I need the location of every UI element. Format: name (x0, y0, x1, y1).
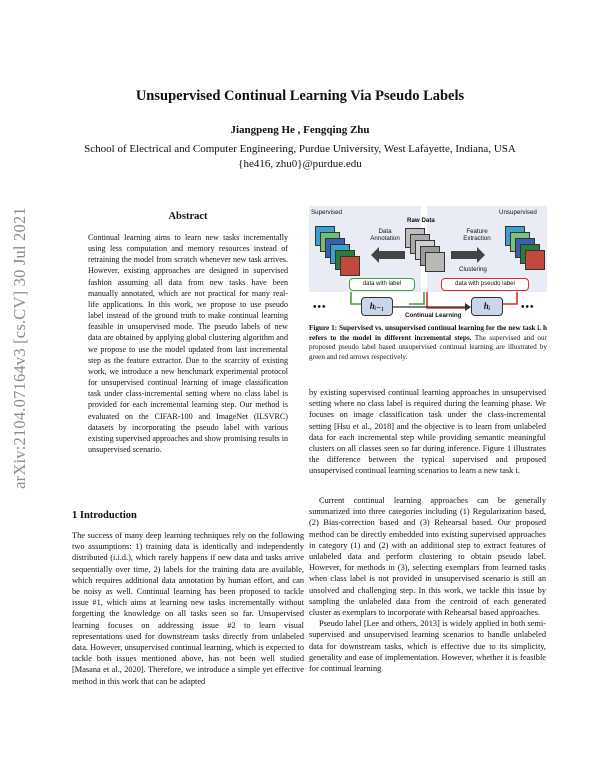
abstract-text: Continual learning aims to learn new tasks incrementally using less computation and memory resources instead of retraining the model from scratch whenever new task arrives. However, existing approaches are designed in supervised fashion assuming all data from new tasks have been manually annotated, which are not practical for many real-life applications. In this work, we propose to use pseudo label instead of the ground truth to make continual learning feasible in unsupervised mode. The pseudo labels of new data are obtained by applying global clustering algorithm and we propose to use the model updated from last incremental step as the feature extractor. Due to the scarcity of existing work, we introduce a new benchmark experimental protocol for unsupervised continual learning of image classification task under class-incremental setting where no class label is provided for each incremental learning step. Our method is evaluated on the CIFAR-100 and ImageNet (ILSVRC) datasets by incorporating the pseudo label with various existing supervised approaches and show promising results in unsupervised scenario. (88, 233, 288, 454)
data-with-pseudo-label-box: data with pseudo label (441, 278, 529, 291)
right-paragraph: by existing supervised continual learning approaches in unsupervised setting where no class label is required during the learning phase. We focuses on image classification task under the class-incremental setting [Hsu et al., 2018] and the objective is to learn from unlabeled data for each incremental step while providing semantic meaningful clusters on all classes seen so far during inference. Figure 1 illustrates the difference between the typical supervised and proposed unsupervised continual learning scenarios to learn a new task i. (309, 388, 546, 476)
figure-caption (309, 324, 547, 362)
supervised-label: Supervised (311, 209, 342, 216)
intro-paragraph: The success of many deep learning techniques rely on the following two assumptions: 1) training data is identically and independently distributed (i.i.d.), which rarely happens if new data and tasks arrive sequentially over time, 2) labels for the training data are available, which requires additional data annotation by human effort, and can be noisy as well. Continual learning has been proposed to tackle issue #1, which aims at learning new tasks incrementally without forgetting the knowledge on all tasks seen so far. Unsupervised learning focuses on addressing issue #2 to learn visual representations used for downstream tasks directly from unlabeled data. However, unsupervised continual learning, which is expected to tackle both issues mentioned above, has not been well studied [Masana et al., 2020]. Therefore, we introduce a simple yet effective method in this work that can be adapted (72, 531, 304, 686)
data-with-label-box: data with label (349, 278, 415, 291)
right-paragraph: Pseudo label [Lee and others, 2013] is widely applied in both semi-supervised and unsupervised learning scenarios to handle unlabeled data for downstream tasks, which is effective due to its simplicity, generality and ease of implementation. However, whether it is feasible for continual learning (309, 619, 546, 674)
right-column-para-2 (309, 495, 546, 674)
continual-learning-label: Continual Learning (405, 312, 462, 319)
data-annotation-label: Data Annotation (370, 228, 400, 242)
dots-left: ••• (313, 302, 327, 313)
dots-right: ••• (521, 302, 535, 313)
paper-authors: Jiangpeng He , Fengqing Zhu (230, 124, 370, 136)
email: {he416, zhu0}@purdue.edu (238, 158, 362, 170)
abstract-heading: Abstract (168, 211, 208, 222)
arxiv-stamp: arXiv:2104.07164v3 [cs.CV] 30 Jul 2021 (10, 207, 29, 489)
right-paragraph: Current continual learning approaches can be generally summarized into three categories including (1) Regularization based, (2) Bias-correction based and (3) Rehearsal based. Our proposed method can be directly embedded into existing supervised approaches in category (1) and (2) with an additional step to extract features of unlabeled data and perform clustering to obtain pseudo label. However, for methods in (3), selecting exemplars from learned tasks when class label is not provided in unsupervised scenario is still an unsolved and challenging step. In this work, we tackle this issue by sampling the unlabeled data from the centroid of each generated cluster as exemplars to incorporate with Rehearsal based approaches. (309, 496, 546, 618)
raw-data-label: Raw Data (407, 217, 435, 224)
unsupervised-label: Unsupervised (499, 209, 537, 216)
feature-extraction-label: Feature Extraction (463, 228, 491, 242)
continual-learning-arrow (393, 303, 471, 311)
right-column-para-1 (309, 387, 546, 477)
model-h-current: hᵢ (471, 297, 503, 316)
caption-bold: Figure 1: Supervised vs. unsupervised continual learning for the new task i. h refers to the model in different incremental steps. (309, 324, 547, 342)
extraction-arrow (451, 247, 485, 263)
clustering-label: Clustering (459, 266, 487, 273)
paper-title: Unsupervised Continual Learning Via Pseudo Labels (135, 88, 465, 104)
model-h-prev: hᵢ₋₁ (361, 297, 393, 316)
affiliation-block (0, 142, 600, 172)
intro-column (72, 530, 304, 687)
intro-heading: 1 Introduction (72, 510, 137, 521)
caption-rest: The supervised and our proposed pseudo label based unsupervised continual learning are illustrated by green and red arrows respectively. (309, 333, 548, 361)
annotation-arrow (371, 247, 405, 263)
affiliation: School of Electrical and Computer Engineering, Purdue University, West Lafayette, Indiana, USA (84, 143, 516, 155)
figure-1 (309, 206, 547, 322)
